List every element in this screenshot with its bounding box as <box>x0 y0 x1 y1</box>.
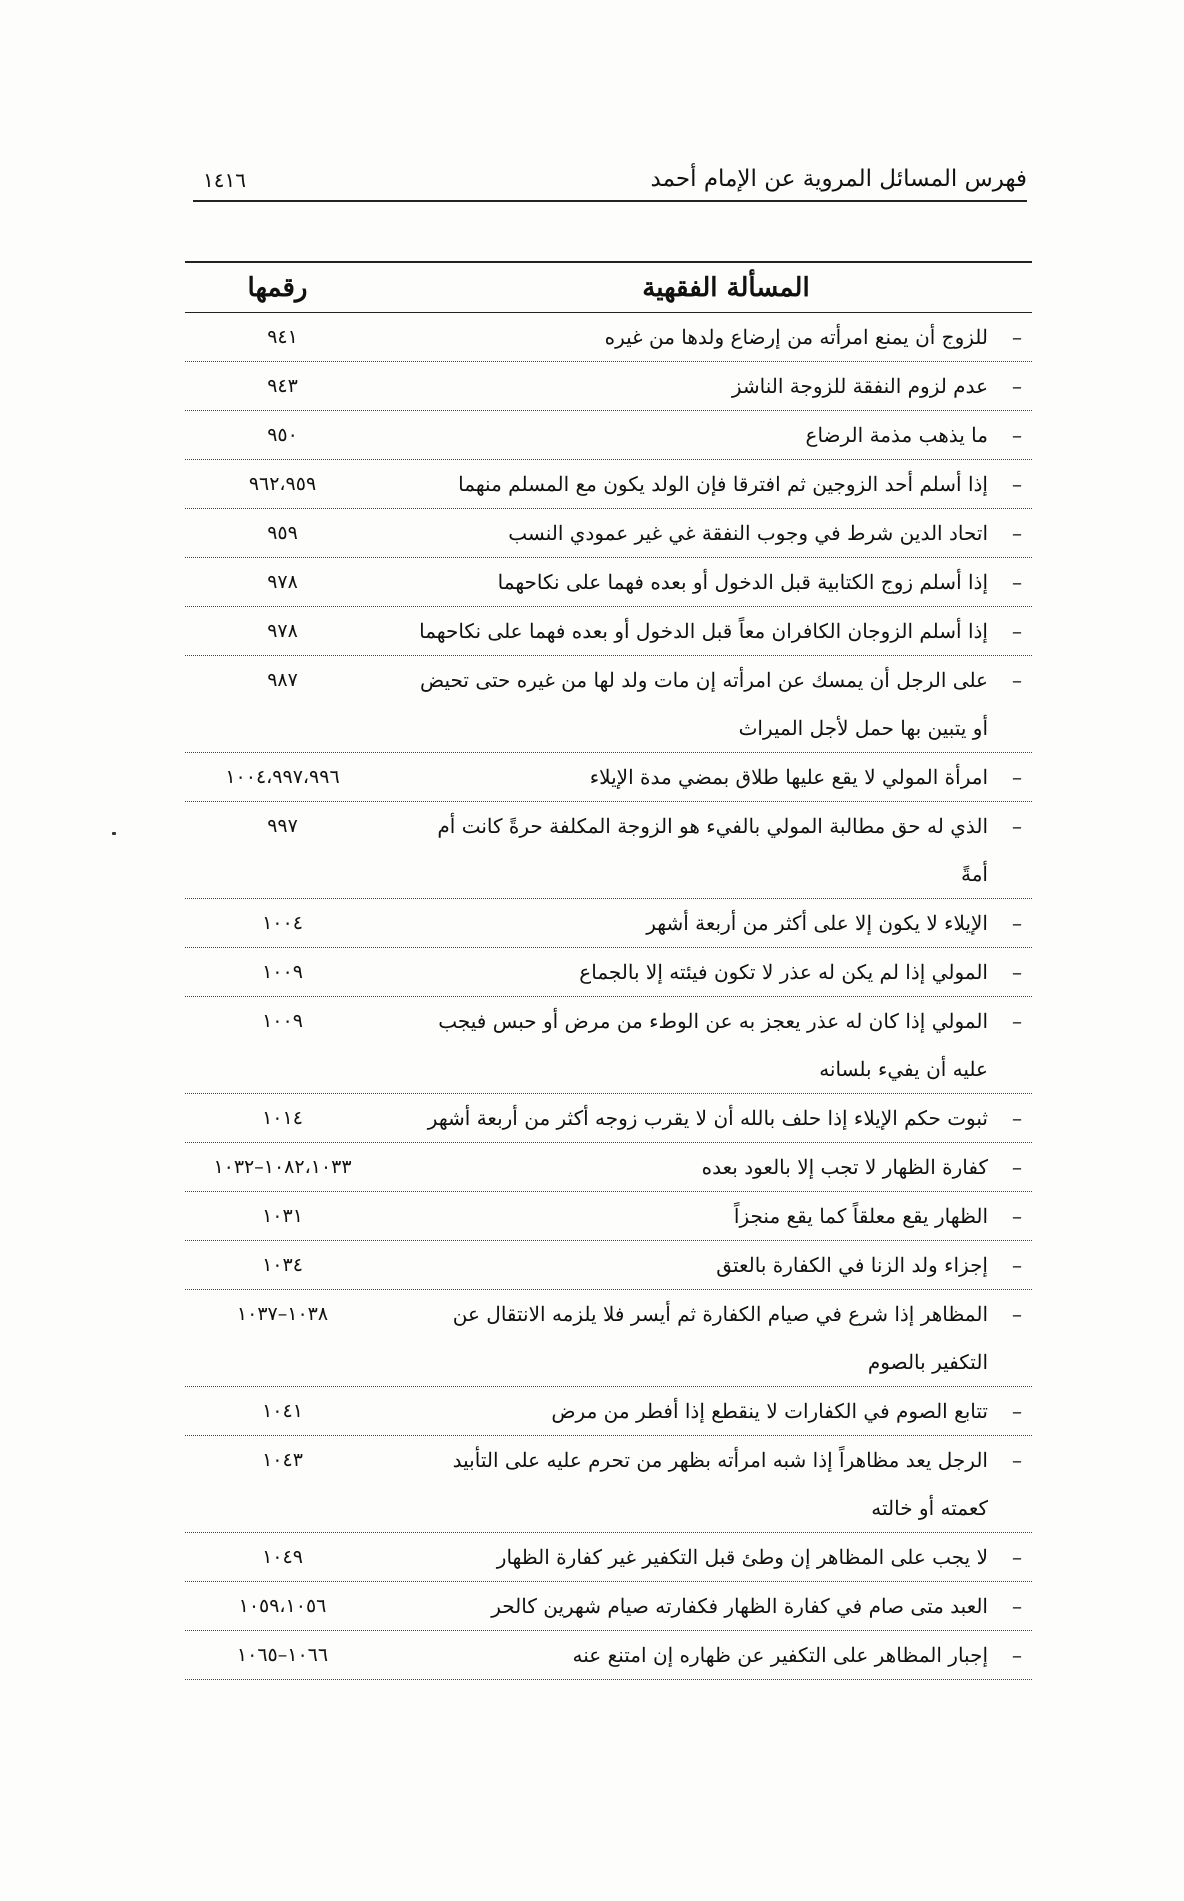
topic-cell <box>410 1143 1032 1191</box>
ref-number: ٩٤٣ <box>267 375 298 397</box>
ref-number: ١٠٠٤ <box>262 912 303 934</box>
list-dash: – <box>1012 1009 1022 1033</box>
topic-text: المظاهر إذا شرع في صيام الكفارة ثم أيسر فلا يلزمه الانتقال عن التكفير بالصوم <box>452 1302 988 1374</box>
topic-text: الظهار يقع معلقاً كما يقع منجزاً <box>733 1204 988 1228</box>
ref-number: ١٠٦٦–١٠٦٥ <box>236 1644 329 1666</box>
page-number: ١٤١٦ <box>203 168 246 192</box>
list-dash: – <box>1012 1643 1022 1667</box>
table-row <box>185 1094 1032 1143</box>
list-dash: – <box>1012 619 1022 643</box>
table-row <box>185 1192 1032 1241</box>
list-dash: – <box>1012 1253 1022 1277</box>
topic-cell <box>410 509 1032 557</box>
ref-number: ١٠٥٩،١٠٥٦ <box>238 1595 327 1617</box>
topic-text: على الرجل أن يمسك عن امرأته إن مات ولد لها من غيره حتى تحيض أو يتبين بها حمل لأجل الميراث <box>419 668 988 740</box>
topic-cell <box>410 656 1032 752</box>
table-row <box>185 313 1032 362</box>
topic-cell <box>410 362 1032 410</box>
table-row <box>185 1436 1032 1533</box>
ref-number: ١٠٣٤ <box>262 1254 303 1276</box>
topic-text: إذا أسلم زوج الكتابية قبل الدخول أو بعده فهما على نكاحهما <box>497 570 988 594</box>
table-row <box>185 1533 1032 1582</box>
list-dash: – <box>1012 1545 1022 1569</box>
table-row <box>185 753 1032 802</box>
topic-text: إجبار المظاهر على التكفير عن ظهاره إن امتنع عنه <box>572 1643 988 1667</box>
scan-speck <box>112 832 116 835</box>
topic-cell <box>410 1192 1032 1240</box>
topic-cell <box>410 411 1032 459</box>
table-row <box>185 948 1032 997</box>
ref-number: ٩٥٠ <box>267 424 298 446</box>
table-row <box>185 1631 1032 1680</box>
topic-cell <box>410 802 1032 898</box>
topic-cell <box>410 607 1032 655</box>
list-dash: – <box>1012 765 1022 789</box>
table-row <box>185 802 1032 899</box>
topic-cell <box>410 753 1032 801</box>
table-header <box>185 263 1032 313</box>
list-dash: – <box>1012 521 1022 545</box>
topic-cell <box>410 1533 1032 1581</box>
ref-number: ١٠٨٢،١٠٣٣–١٠٣٢ <box>213 1156 352 1178</box>
ref-number: ٩٥٩ <box>267 522 298 544</box>
topic-text: لا يجب على المظاهر إن وطئ قبل التكفير غير كفارة الظهار <box>496 1545 988 1569</box>
topic-text: إذا أسلم أحد الزوجين ثم افترقا فإن الولد يكون مع المسلم منهما <box>458 472 988 496</box>
list-dash: – <box>1012 1204 1022 1228</box>
topic-text: العبد متى صام في كفارة الظهار فكفارته صيام شهرين كالحر <box>491 1594 988 1618</box>
ref-number: ٩٧٨ <box>267 620 298 642</box>
topic-cell <box>410 1290 1032 1386</box>
topic-cell <box>410 1094 1032 1142</box>
table-row <box>185 558 1032 607</box>
ref-number: ٩٤١ <box>267 326 298 348</box>
table-row <box>185 509 1032 558</box>
topic-cell <box>410 1241 1032 1289</box>
ref-number: ١٠٤٣ <box>262 1449 303 1471</box>
list-dash: – <box>1012 960 1022 984</box>
list-dash: – <box>1012 325 1022 349</box>
topic-text: المولي إذا كان له عذر يعجز به عن الوطء من مرض أو حبس فيجب عليه أن يفيء بلسانه <box>438 1009 988 1081</box>
list-dash: – <box>1012 911 1022 935</box>
list-dash: – <box>1012 423 1022 447</box>
ref-number: ٩٩٧ <box>267 815 298 837</box>
list-dash: – <box>1012 1448 1022 1472</box>
topic-text: الذي له حق مطالبة المولي بالفيء هو الزوجة المكلفة حرةً كانت أم أمةً <box>437 814 988 886</box>
topic-cell <box>410 1631 1032 1679</box>
number-column-header: رقمها <box>247 272 308 303</box>
ref-number: ١٠٣١ <box>262 1205 303 1227</box>
list-dash: – <box>1012 1302 1022 1326</box>
topic-cell <box>410 899 1032 947</box>
table-row <box>185 1387 1032 1436</box>
topic-text: المولي إذا لم يكن له عذر لا تكون فيئته إلا بالجماع <box>579 960 988 984</box>
topic-text: الإيلاء لا يكون إلا على أكثر من أربعة أشهر <box>646 911 988 935</box>
table-row <box>185 411 1032 460</box>
table-row <box>185 997 1032 1094</box>
list-dash: – <box>1012 374 1022 398</box>
topic-cell <box>410 1387 1032 1435</box>
topic-cell <box>410 558 1032 606</box>
list-dash: – <box>1012 1399 1022 1423</box>
ref-number: ٩٨٧ <box>267 669 298 691</box>
ref-number: ١٠٤١ <box>262 1400 303 1422</box>
table-row <box>185 607 1032 656</box>
topic-cell <box>410 948 1032 996</box>
table-row <box>185 362 1032 411</box>
list-dash: – <box>1012 570 1022 594</box>
ref-number: ١٠٠٤،٩٩٧،٩٩٦ <box>225 766 340 788</box>
ref-number: ١٠١٤ <box>262 1107 303 1129</box>
running-title: فهرس المسائل المروية عن الإمام أحمد <box>650 166 1027 192</box>
ref-number: ١٠٠٩ <box>262 961 303 983</box>
topic-column-header: المسألة الفقهية <box>642 272 810 303</box>
topic-text: امرأة المولي لا يقع عليها طلاق بمضي مدة الإيلاء <box>589 765 988 789</box>
topic-text: للزوج أن يمنع امرأته من إرضاع ولدها من غيره <box>604 325 988 349</box>
table-row <box>185 1143 1032 1192</box>
topic-text: ثبوت حكم الإيلاء إذا حلف بالله أن لا يقرب زوجه أكثر من أربعة أشهر <box>427 1106 988 1130</box>
page-header <box>193 160 1027 202</box>
ref-number: ٩٦٢،٩٥٩ <box>248 473 317 495</box>
topic-text: إذا أسلم الزوجان الكافران معاً قبل الدخول أو بعده فهما على نكاحهما <box>419 619 988 643</box>
topic-cell <box>410 460 1032 508</box>
ref-number: ١٠٤٩ <box>262 1546 303 1568</box>
topic-cell <box>410 997 1032 1093</box>
list-dash: – <box>1012 1594 1022 1618</box>
topic-text: تتابع الصوم في الكفارات لا ينقطع إذا أفطر من مرض <box>551 1399 988 1423</box>
topic-cell <box>410 313 1032 361</box>
list-dash: – <box>1012 1155 1022 1179</box>
ref-number: ١٠٠٩ <box>262 1010 303 1032</box>
index-table <box>185 261 1032 1680</box>
table-row <box>185 1582 1032 1631</box>
table-row <box>185 656 1032 753</box>
topic-text: اتحاد الدين شرط في وجوب النفقة غي غير عمودي النسب <box>508 521 988 545</box>
table-row <box>185 1241 1032 1290</box>
topic-text: كفارة الظهار لا تجب إلا بالعود بعده <box>701 1155 988 1179</box>
list-dash: – <box>1012 668 1022 692</box>
ref-number: ١٠٣٨–١٠٣٧ <box>236 1303 329 1325</box>
topic-text: ما يذهب مذمة الرضاع <box>805 423 988 447</box>
topic-text: إجزاء ولد الزنا في الكفارة بالعتق <box>716 1253 988 1277</box>
list-dash: – <box>1012 472 1022 496</box>
topic-text: الرجل يعد مظاهراً إذا شبه امرأته بظهر من تحرم عليه على التأبيد كعمته أو خالته <box>452 1448 988 1520</box>
topic-text: عدم لزوم النفقة للزوجة الناشز <box>731 374 988 398</box>
table-row <box>185 899 1032 948</box>
ref-number: ٩٧٨ <box>267 571 298 593</box>
table-row <box>185 1290 1032 1387</box>
topic-cell <box>410 1436 1032 1532</box>
list-dash: – <box>1012 1106 1022 1130</box>
table-row <box>185 460 1032 509</box>
list-dash: – <box>1012 814 1022 838</box>
topic-cell <box>410 1582 1032 1630</box>
table-body <box>185 313 1032 1680</box>
